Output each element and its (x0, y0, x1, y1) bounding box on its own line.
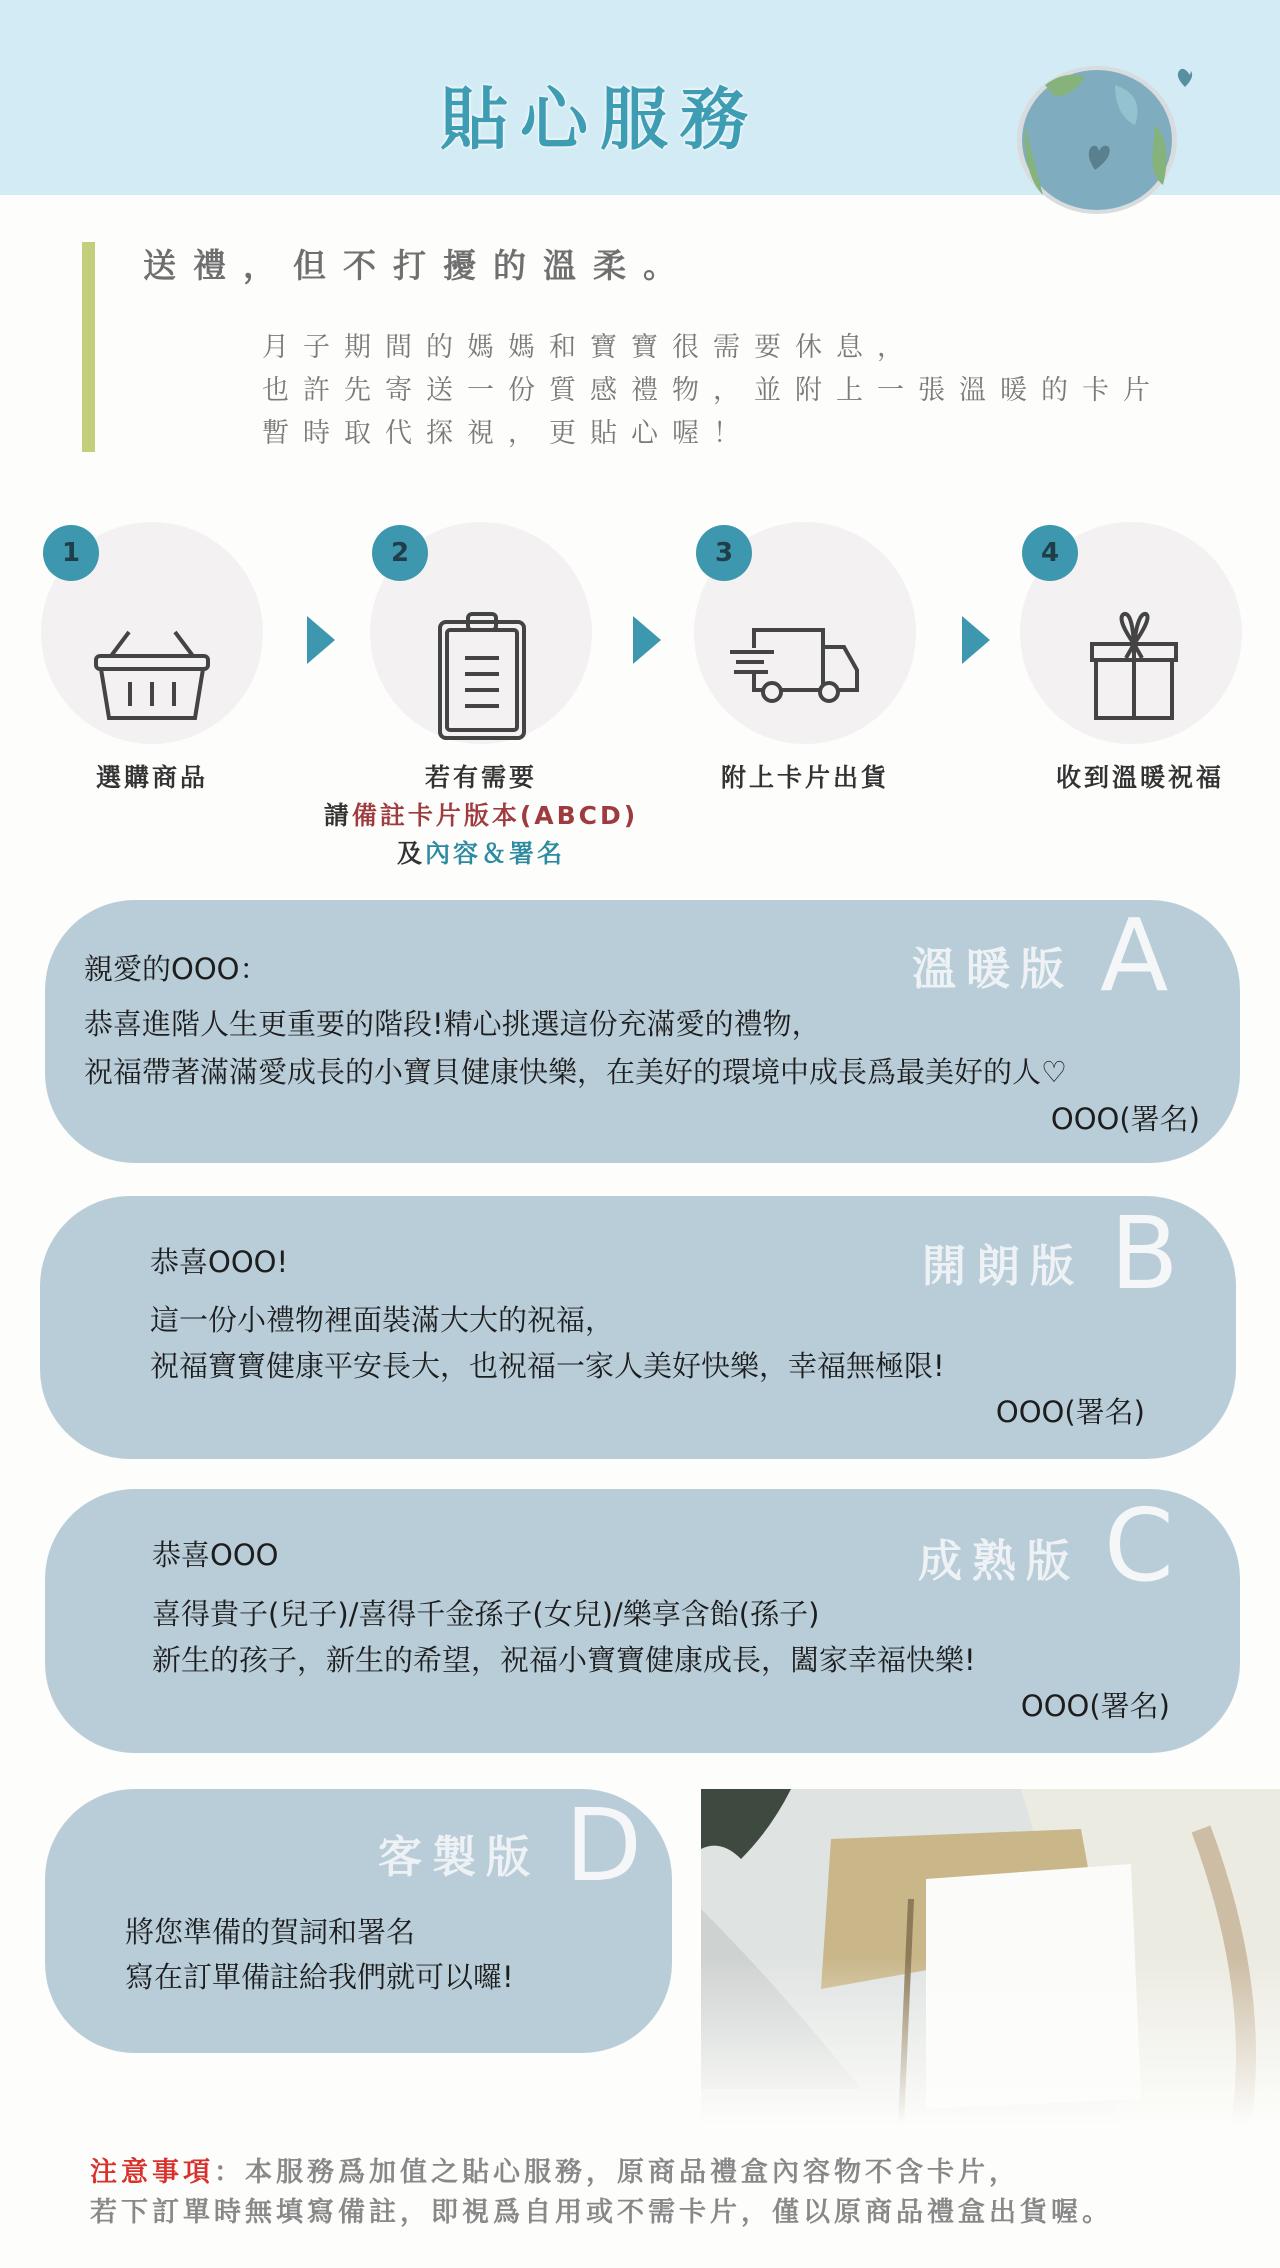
step-4-badge: 4 (1022, 525, 1078, 581)
card-line: 新生的孩子，新生的希望，祝福小寶寶健康成長，闔家幸福快樂! (152, 1643, 976, 1677)
step-3-label: 附上卡片出貨 (720, 763, 889, 792)
step-2-note-1 (281, 801, 681, 831)
card-line: 恭喜進階人生更重要的階段!精心挑選這份充滿愛的禮物， (84, 1007, 821, 1041)
arrow-right-icon (962, 616, 990, 664)
card-line: 恭喜OOO! (150, 1245, 289, 1279)
step-2-note-2 (281, 839, 681, 869)
step-1-label: 選購商品 (95, 763, 208, 792)
notice-line-1 (90, 2150, 1020, 2189)
intro-line: 暫時取代探視，更貼心喔！ (262, 418, 754, 449)
card-line: 寫在訂單備註給我們就可以囉! (125, 1960, 514, 1994)
card-title: 成熟版 (918, 1536, 1080, 1587)
page-title: 貼心服務 (439, 81, 760, 160)
card-signature: OOO(署名) (1050, 1102, 1200, 1136)
card-letter: D (565, 1787, 643, 1904)
card-line: 祝福帶著滿滿愛成長的小寶貝健康快樂，在美好的環境中成長爲最美好的人♡ (84, 1055, 1067, 1089)
step-3-badge: 3 (696, 525, 752, 581)
notice-line-2: 若下訂單時無填寫備註，即視爲自用或不需卡片，僅以原商品禮盒出貨喔。 (90, 2197, 1113, 2228)
note-prefix: 請 (323, 801, 352, 830)
arrow-right-icon (633, 616, 661, 664)
card-title: 開朗版 (922, 1241, 1084, 1292)
card-title: 客製版 (378, 1832, 540, 1883)
globe-heart-icon (1015, 65, 1197, 215)
card-line: 恭喜OOO (152, 1538, 279, 1572)
intro-line: 月子期間的媽媽和寶寶很需要休息， (262, 332, 918, 363)
card-line: 祝福寶寶健康平安長大，也祝福一家人美好快樂，幸福無極限! (150, 1349, 945, 1383)
step-4-label: 收到溫暖祝福 (1055, 763, 1224, 792)
card-letter: A (1100, 897, 1169, 1014)
note-highlight: 備註卡片版本(ABCD) (351, 801, 639, 830)
card-line: 喜得貴子(兒子)/喜得千金孫子(女兒)/樂享含飴(孫子) (152, 1597, 820, 1631)
step-2-badge: 2 (372, 525, 428, 581)
card-line: 這一份小禮物裡面裝滿大大的祝福， (150, 1303, 615, 1337)
card-envelope-photo (701, 1789, 1280, 2125)
accent-bar (82, 242, 95, 452)
card-line: 將您準備的賀詞和署名 (125, 1915, 416, 1949)
card-signature: OOO(署名) (1020, 1689, 1170, 1723)
note-highlight: 內容＆署名 (425, 839, 566, 868)
note-prefix: 及 (396, 839, 425, 868)
card-letter: C (1104, 1487, 1174, 1604)
step-1-badge: 1 (43, 525, 99, 581)
card-letter: B (1110, 1195, 1179, 1312)
card-signature: OOO(署名) (995, 1395, 1145, 1429)
step-2-label: 若有需要 (424, 763, 537, 792)
card-title: 溫暖版 (912, 944, 1074, 995)
notice-label: 注意事項 (90, 2157, 214, 2188)
intro-heading: 送禮，但不打擾的溫柔。 (143, 246, 693, 285)
card-line: 親愛的OOO： (84, 952, 269, 986)
arrow-right-icon (307, 616, 335, 664)
notice-text: ：本服務爲加值之貼心服務，原商品禮盒內容物不含卡片， (214, 2157, 1020, 2188)
intro-line: 也許先寄送一份質感禮物，並附上一張溫暖的卡片 (262, 375, 1164, 406)
